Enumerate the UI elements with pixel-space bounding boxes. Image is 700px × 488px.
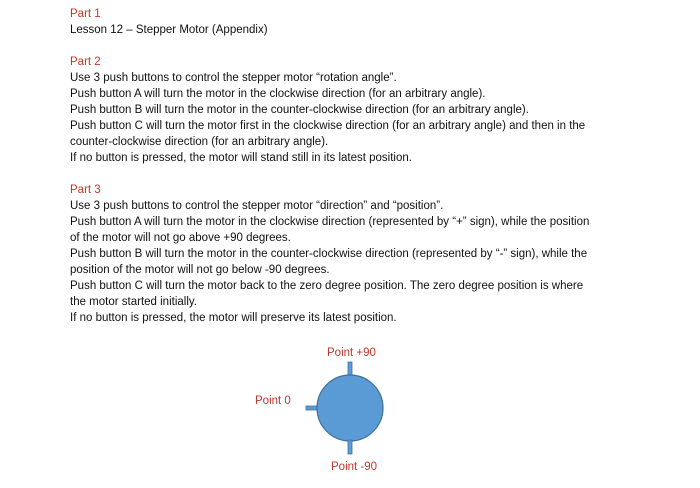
- label-point-minus-90: Point -90: [331, 461, 378, 473]
- part3-section: [70, 182, 670, 326]
- part3-line: Push button C will turn the motor back to the zero degree position. The zero degree position is where: [70, 280, 584, 292]
- part3-line: the motor started initially.: [70, 296, 197, 308]
- part3-line: Use 3 push buttons to control the stepper motor “direction” and “position”.: [70, 200, 444, 212]
- shaft-marker-top: [348, 362, 352, 376]
- part3-line: If no button is pressed, the motor will preserve its latest position.: [70, 312, 397, 324]
- document-body: [70, 6, 670, 326]
- part2-line: Push button B will turn the motor in the counter-clockwise direction (for an arbitrary angle).: [70, 104, 529, 116]
- part3-line: of the motor will not go above +90 degrees.: [70, 232, 291, 244]
- part3-line: position of the motor will not go below -90 degrees.: [70, 264, 330, 276]
- stepper-motor-circle: [317, 375, 383, 441]
- part2-line: counter-clockwise direction (for an arbitrary angle).: [70, 136, 329, 148]
- label-point-plus-90: Point +90: [327, 347, 376, 359]
- part3-line: Push button A will turn the motor in the clockwise direction (represented by “+” sign), while the position: [70, 216, 590, 228]
- part1-line: Lesson 12 – Stepper Motor (Appendix): [70, 24, 268, 36]
- shaft-marker-bottom: [348, 440, 352, 454]
- part3-heading: Part 3: [70, 184, 101, 196]
- part2-line: If no button is pressed, the motor will stand still in its latest position.: [70, 152, 412, 164]
- stepper-motor-diagram: [240, 340, 420, 480]
- part2-line: Use 3 push buttons to control the stepper motor “rotation angle”.: [70, 72, 397, 84]
- shaft-marker-left: [306, 406, 318, 410]
- part3-line: Push button B will turn the motor in the counter-clockwise direction (represented by “-” sign), while the: [70, 248, 588, 260]
- part2-line: Push button A will turn the motor in the clockwise direction (for an arbitrary angle).: [70, 88, 486, 100]
- part2-line: Push button C will turn the motor first in the clockwise direction (for an arbitrary angle) and then in the: [70, 120, 586, 132]
- part2-heading: Part 2: [70, 56, 101, 68]
- part1-heading: Part 1: [70, 8, 101, 20]
- label-point-0: Point 0: [255, 395, 291, 407]
- part1-section: [70, 6, 670, 38]
- part2-section: [70, 54, 670, 166]
